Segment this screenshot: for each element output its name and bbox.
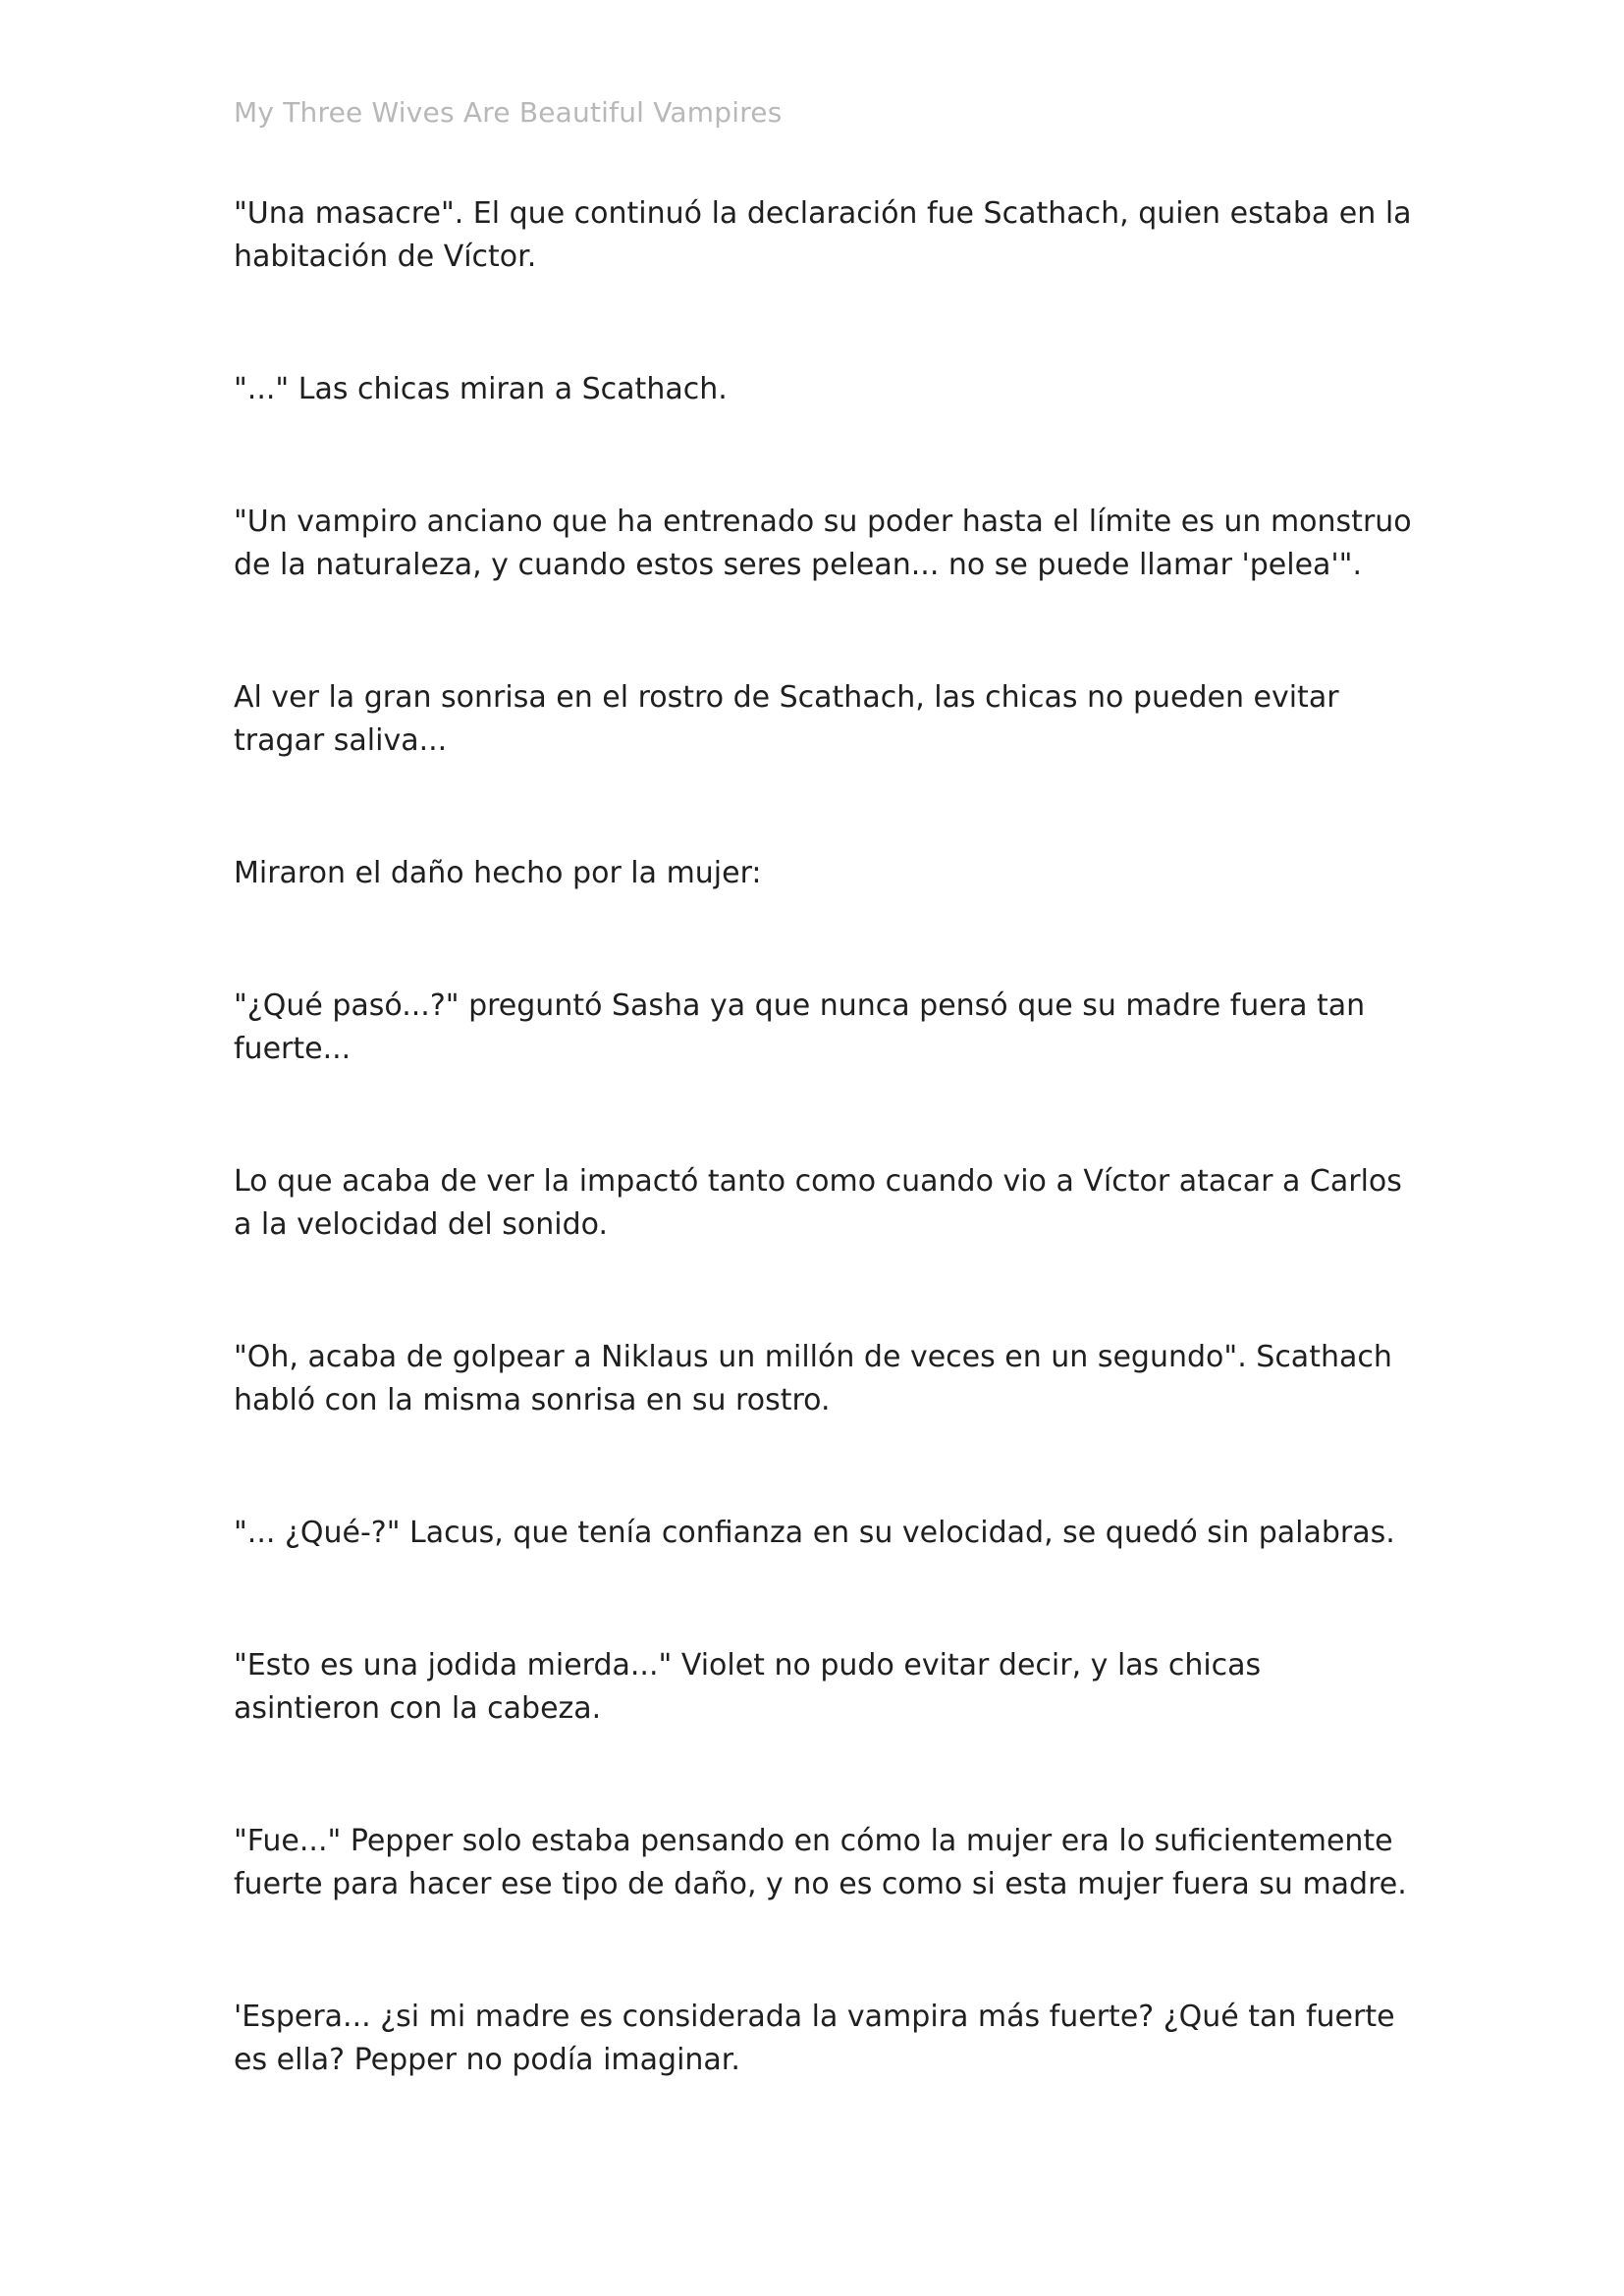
paragraph: "Esto es una jodida mierda..." Violet no pudo evitar decir, y las chicas asintieron con la cabeza. — [234, 1648, 1262, 1726]
paragraph: "..." Las chicas miran a Scathach. — [234, 372, 728, 406]
paragraph: 'Espera... ¿si mi madre es considerada la vampira más fuerte? ¿Qué tan fuerte es ella? Pepper no podía imaginar. — [234, 2000, 1395, 2077]
paragraph: Miraron el daño hecho por la mujer: — [234, 856, 762, 890]
paragraph: "Una masacre". El que continuó la declaración fue Scathach, quien estaba en la habitación de Víctor. — [234, 196, 1412, 274]
running-header: My Three Wives Are Beautiful Vampires — [234, 96, 783, 129]
paragraph: "¿Qué pasó...?" preguntó Sasha ya que nunca pensó que su madre fuera tan fuerte... — [234, 988, 1366, 1066]
paragraph: "Oh, acaba de golpear a Niklaus un millón de veces en un segundo". Scathach habló con la misma sonrisa en su rostro. — [234, 1340, 1392, 1417]
paragraph: "Un vampiro anciano que ha entrenado su poder hasta el límite es un monstruo de la naturaleza, y cuando estos seres pelean... no se puede llamar 'pelea'". — [234, 505, 1412, 582]
paragraph: "... ¿Qué-?" Lacus, que tenía confianza en su velocidad, se quedó sin palabras. — [234, 1516, 1395, 1550]
paragraph: Al ver la gran sonrisa en el rostro de Scathach, las chicas no pueden evitar tragar saliva... — [234, 680, 1339, 758]
paragraph: Lo que acaba de ver la impactó tanto como cuando vio a Víctor atacar a Carlos a la velocidad del sonido. — [234, 1164, 1402, 1242]
body-text — [234, 192, 1412, 2171]
paragraph: "Fue..." Pepper solo estaba pensando en cómo la mujer era lo suficientemente fuerte para hacer ese tipo de daño, y no es como si esta mujer fuera su madre. — [234, 1824, 1407, 1901]
